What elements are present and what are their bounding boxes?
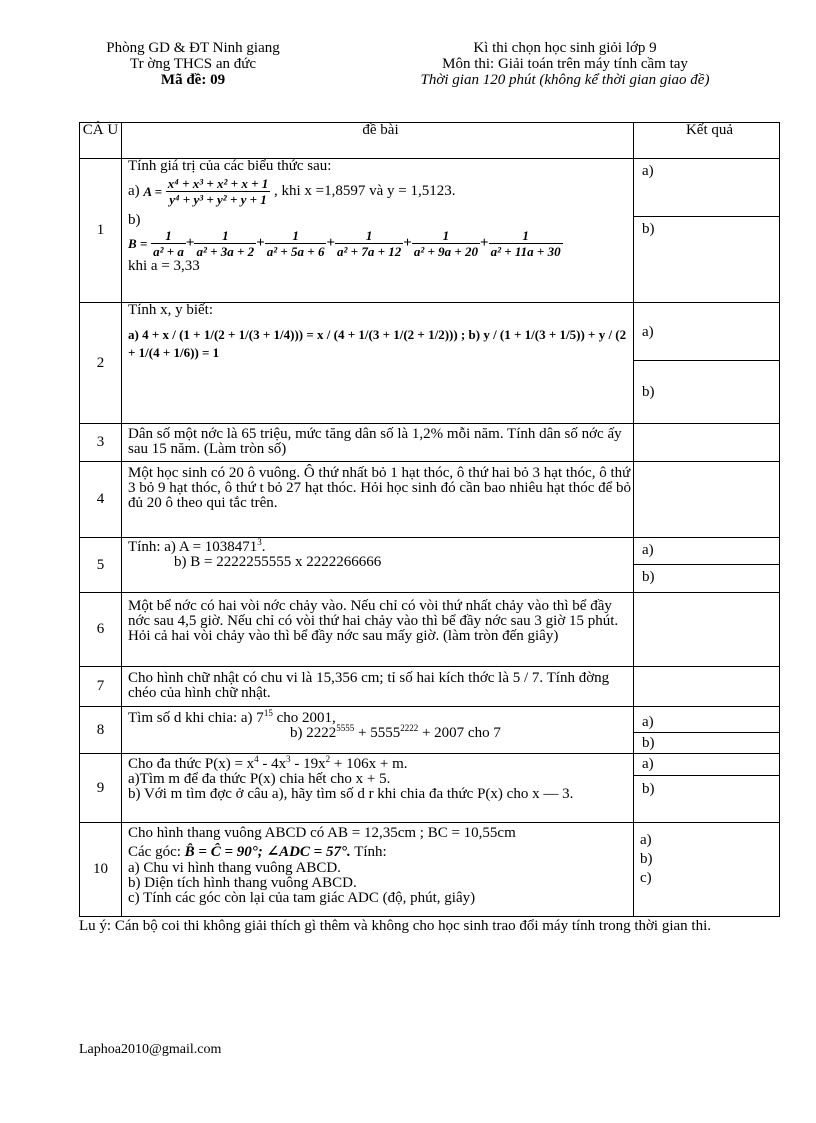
q1-intro: Tính giá trị của các biểu thức sau:	[128, 158, 332, 174]
question-body: Một bể nớc có hai vòi nớc chảy vào. Nếu chỉ có vòi thứ nhất chảy vào thì bể đầy nớc sau 4,5 giờ. Nếu chỉ có vòi thứ hai chảy vào thì bể đầy nớc sau 3 giờ 15 phút. Hỏi cả hai vòi chảy vào thì bể đầy nớc sau mấy giờ. (làm tròn đến giây)	[122, 593, 634, 667]
time-line: Thời gian 120 phút (không kể thời gian giao đề)	[420, 72, 710, 88]
table-row-q6	[80, 593, 780, 667]
header-left	[78, 40, 308, 88]
table-row-q7	[80, 667, 780, 707]
table-row-q10	[80, 823, 780, 917]
question-body: Tính: a) $A = 1038471^3$. b) B = 2222255555 x 2222266666	[122, 538, 634, 593]
question-body: Tìm số d khi chia: a) $7^{15}$ cho 2001, b) $2222^{5555} + 5555^{2222} + 2007$ cho 7	[122, 707, 634, 754]
table-row-q5	[80, 538, 780, 593]
q2-intro: Tính x, y biết:	[128, 302, 213, 318]
header-right	[340, 40, 790, 88]
table-row-q4	[80, 462, 780, 538]
result-cell: a) b) c)	[634, 823, 780, 917]
question-number: 5	[80, 538, 122, 593]
exam-title: Kì thi chọn học sinh giỏi lớp 9	[473, 40, 657, 56]
school-name: Tr ờng THCS an đức	[129, 56, 257, 72]
question-number: 10	[80, 823, 122, 917]
result-cell	[634, 462, 780, 538]
department-name: Phòng GD & ĐT Ninh giang	[106, 40, 280, 56]
question-number: 2	[80, 303, 122, 424]
q1-b-condition: khi a = 3,33	[128, 258, 200, 274]
question-number: 7	[80, 667, 122, 707]
result-cell	[634, 424, 780, 462]
q1-b-label: b)	[128, 212, 141, 228]
question-body: Dân số một nớc là 65 triệu, mức tăng dân số là 1,2% mỗi năm. Tính dân số nớc ấy sau 15 năm. (Làm tròn số)	[122, 424, 634, 462]
q1-part-a: a) A = $\frac{\text{x⁴ + x³ + x² + x + 1}}{\text{y⁴ + y³ + y² + y + 1}}$ , khi x =1,8597 và y = 1,5123.	[128, 176, 456, 207]
question-number: 3	[80, 424, 122, 462]
result-cell: a) b)	[634, 159, 780, 303]
col-header-problem: đề bài	[122, 123, 634, 159]
q1-a-expression: $\frac{\text{x⁴ + x³ + x² + x + 1}}{\text{y⁴ + y³ + y² + y + 1}}$	[167, 176, 269, 207]
question-number: 4	[80, 462, 122, 538]
result-cell: a) b)	[634, 707, 780, 754]
result-cell: a) b)	[634, 303, 780, 424]
table-row-q9	[80, 754, 780, 823]
question-number: 8	[80, 707, 122, 754]
q1-a-condition: , khi x =1,8597 và y = 1,5123.	[274, 182, 456, 199]
question-number: 9	[80, 754, 122, 823]
footer-note: Lu ý: Cán bộ coi thi không giải thích gì thêm và không cho học sinh trao đổi máy tính trong thời gian thi.	[79, 918, 712, 934]
table-header-row	[80, 123, 780, 159]
col-header-question: CÂ U	[80, 123, 122, 159]
question-body: Một học sinh có 20 ô vuông. Ô thứ nhất bỏ 1 hạt thóc, ô thứ hai bỏ 3 hạt thóc, ô thứ 3 bỏ 9 hạt thóc, ô thứ t bỏ 27 hạt thóc. Hỏi học sinh đó cần bao nhiêu hạt thóc để bỏ đủ 20 ô theo qui tắc trên.	[122, 462, 634, 538]
col-header-result: Kết quả	[634, 123, 780, 159]
q2-expressions: a) 4 + x / (1 + 1/(2 + 1/(3 + 1/4))) = x / (4 + 1/(3 + 1/(2 + 1/2))) ; b) y / (1 + 1/(3 + 1/5)) + y / (2 + 1/(4 + 1/6)) = 1	[128, 327, 627, 360]
question-body	[122, 303, 634, 424]
table-row-q8	[80, 707, 780, 754]
question-number: 1	[80, 159, 122, 303]
question-body: Cho đa thức $P(x) = x^4 - 4x^3 - 19x^2 + 106x + m$. a)Tìm m để đa thức P(x) chia hết cho x + 5. b) Với m tìm đợc ở câu a), hãy tìm số d r khi chia đa thức P(x) cho x — 3.	[122, 754, 634, 823]
q1-a-fraction: A =	[143, 184, 163, 199]
question-body: Cho hình chữ nhật có chu vi là 15,356 cm; tỉ số hai kích thớc là 5 / 7. Tính đờng chéo của hình chữ nhật.	[122, 667, 634, 707]
result-cell: a) b)	[634, 538, 780, 593]
author-email: Laphoa2010@gmail.com	[79, 1042, 222, 1057]
exam-code: Mã đề: 09	[160, 72, 226, 88]
result-cell	[634, 667, 780, 707]
question-number: 6	[80, 593, 122, 667]
result-cell: a) b)	[634, 754, 780, 823]
table-row-q2	[80, 303, 780, 424]
subject-line: Môn thi: Giải toán trên máy tính cầm tay	[442, 56, 688, 72]
question-body: Cho hình thang vuông ABCD có AB = 12,35cm ; BC = 10,55cm Các góc: B̂ = Ĉ = 90°; ∠ADC = 57°. Tính: a) Chu vi hình thang vuông ABCD. b) Diện tích hình thang vuông ABCD. c) Tính các góc còn lại của tam giác ADC (độ, phút, giây)	[122, 823, 634, 917]
question-body	[122, 159, 634, 303]
result-cell	[634, 593, 780, 667]
exam-table	[79, 122, 780, 917]
table-row-q1	[80, 159, 780, 303]
q1-part-b: B = $\frac{1}{\text{a² + a}}$ + $\frac{1}{\text{a² + 3a + 2}}$ + $\frac{1}{\text{a² + 5a + 6}}$ + $\frac{1}{\text{a² + 7a + 12}}$ + $\frac{1}{\text{a² + 9a + 20}}$ + $\frac{1}{\text{a² + 11a + 30}}$	[128, 228, 561, 259]
table-row-q3	[80, 424, 780, 462]
